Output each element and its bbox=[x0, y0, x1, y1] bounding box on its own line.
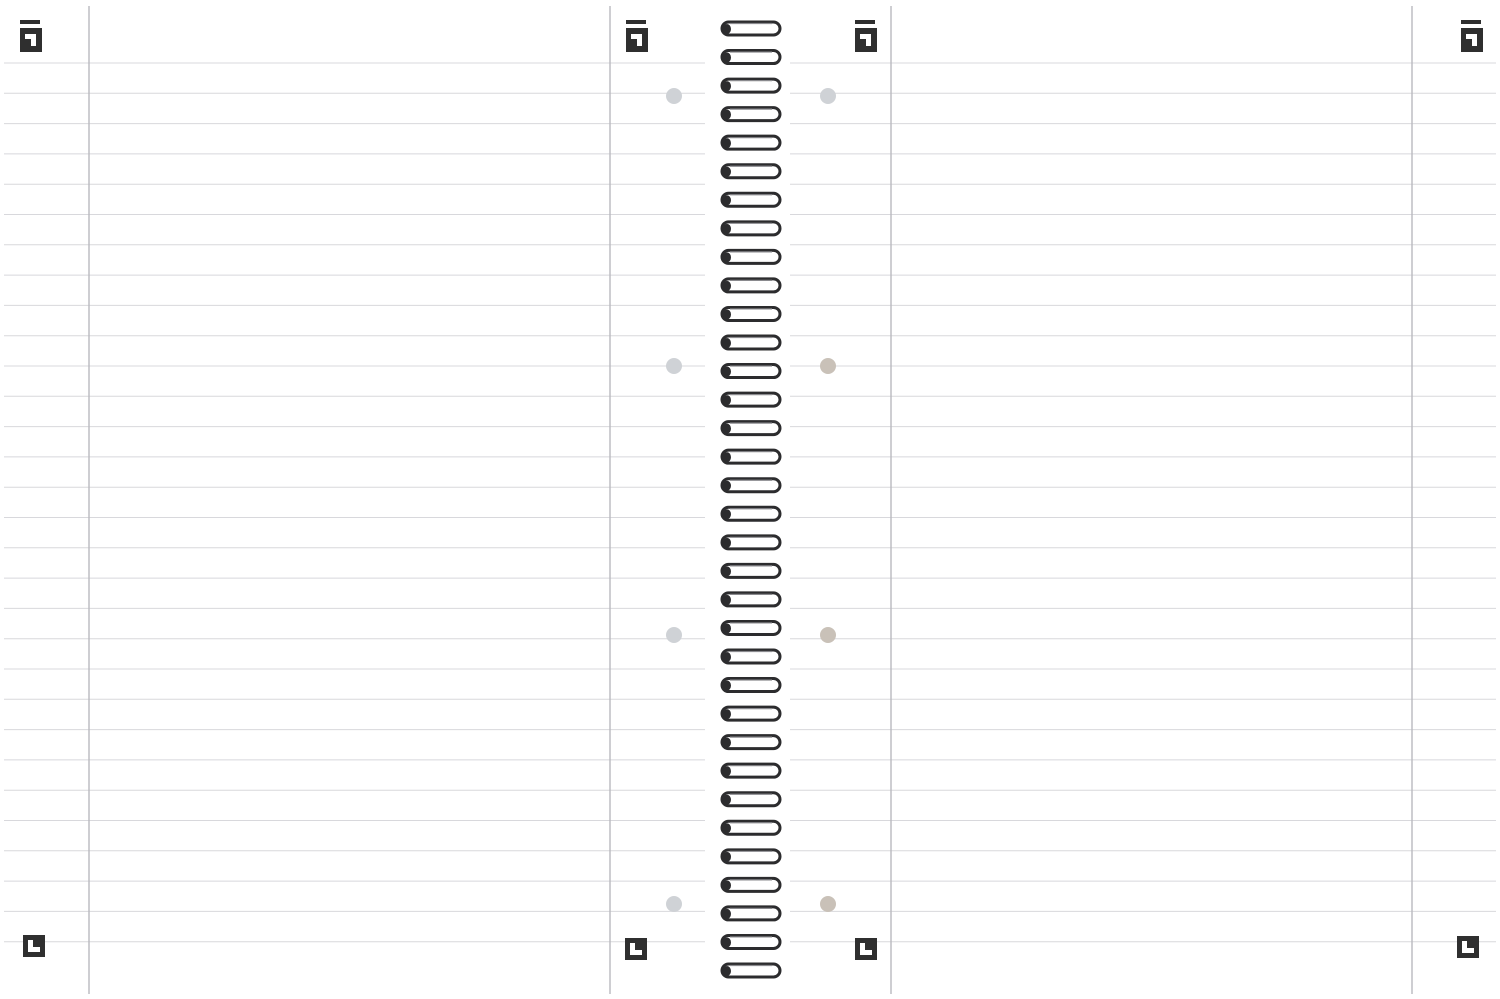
right-page bbox=[790, 4, 1496, 996]
corner-arrow-icon bbox=[855, 938, 877, 960]
punch-hole bbox=[820, 88, 836, 104]
corner-arrow-icon bbox=[625, 938, 647, 960]
punch-hole bbox=[666, 358, 682, 374]
punch-hole bbox=[820, 627, 836, 643]
left-page-sheet bbox=[4, 4, 704, 996]
right-page-sheet bbox=[790, 4, 1496, 996]
punch-hole bbox=[666, 896, 682, 912]
punch-hole bbox=[666, 627, 682, 643]
corner-arrow-icon bbox=[23, 935, 45, 957]
punch-hole bbox=[820, 896, 836, 912]
left-page bbox=[4, 4, 705, 996]
punch-hole bbox=[666, 88, 682, 104]
punch-hole bbox=[820, 358, 836, 374]
corner-arrow-icon bbox=[1457, 936, 1479, 958]
